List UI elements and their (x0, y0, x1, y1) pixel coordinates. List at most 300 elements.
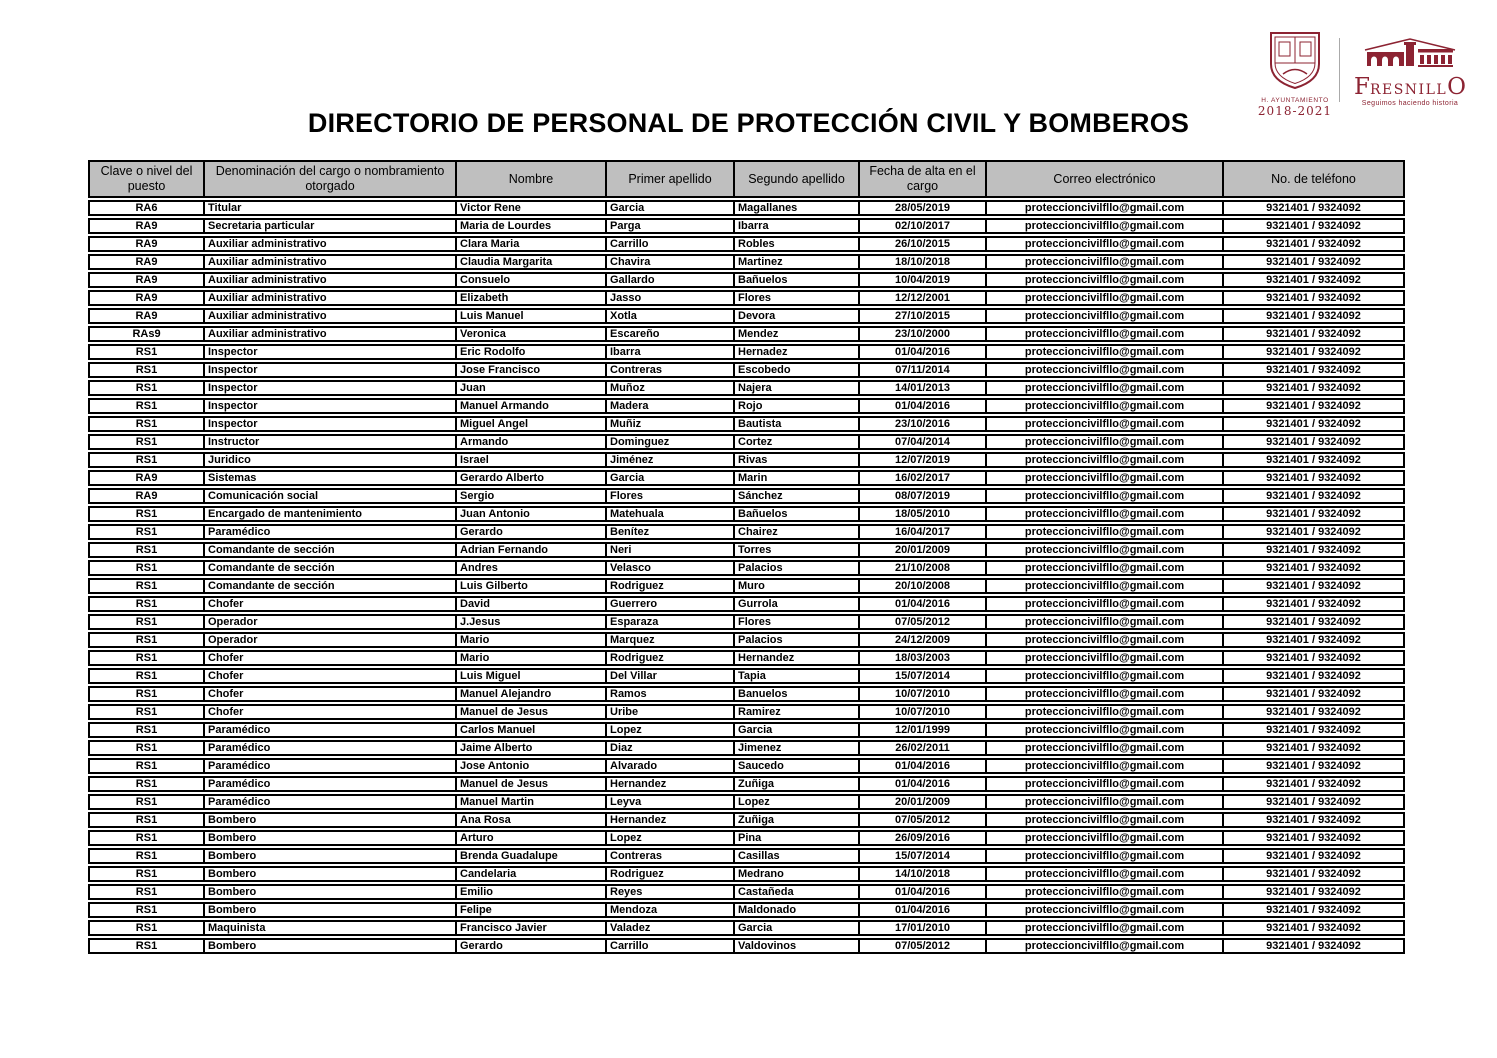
cell-nombre: Jose Francisco (455, 362, 605, 378)
cell-correo: proteccioncivilfllo@gmail.com (985, 380, 1222, 396)
cell-correo: proteccioncivilfllo@gmail.com (985, 884, 1222, 900)
cell-nombre: Jaime Alberto (455, 740, 605, 756)
cell-cargo: Auxiliar administrativo (203, 272, 455, 288)
cell-nombre: Israel (455, 452, 605, 468)
cell-nombre: Clara Maria (455, 236, 605, 252)
cell-correo: proteccioncivilfllo@gmail.com (985, 830, 1222, 846)
cell-clave: RAs9 (88, 326, 203, 342)
cell-segundo_apellido: Hernandez (733, 650, 858, 666)
table-row (88, 200, 1405, 216)
cell-correo: proteccioncivilfllo@gmail.com (985, 236, 1222, 252)
cell-primer_apellido: Alvarado (605, 758, 733, 774)
cell-cargo: Inspector (203, 416, 455, 432)
cell-correo: proteccioncivilfllo@gmail.com (985, 938, 1222, 954)
cell-correo: proteccioncivilfllo@gmail.com (985, 560, 1222, 576)
column-header-correo: Correo electrónico (985, 160, 1222, 198)
table-row (88, 398, 1405, 414)
cell-telefono: 9321401 / 9324092 (1222, 488, 1405, 504)
cell-segundo_apellido: Garcia (733, 722, 858, 738)
cell-primer_apellido: Garcia (605, 200, 733, 216)
cell-cargo: Bombero (203, 830, 455, 846)
cell-fecha_alta: 12/12/2001 (858, 290, 985, 306)
cell-cargo: Comandante de sección (203, 542, 455, 558)
cell-primer_apellido: Ibarra (605, 344, 733, 360)
table-row (88, 812, 1405, 828)
cell-clave: RS1 (88, 668, 203, 684)
table-row (88, 272, 1405, 288)
cell-segundo_apellido: Bañuelos (733, 272, 858, 288)
table-row (88, 830, 1405, 846)
table-row (88, 506, 1405, 522)
cell-segundo_apellido: Pina (733, 830, 858, 846)
cell-primer_apellido: Rodriguez (605, 650, 733, 666)
cell-clave: RS1 (88, 434, 203, 450)
cell-correo: proteccioncivilfllo@gmail.com (985, 200, 1222, 216)
table-row (88, 362, 1405, 378)
cell-cargo: Bombero (203, 902, 455, 918)
cell-clave: RS1 (88, 866, 203, 882)
table-row (88, 236, 1405, 252)
cell-clave: RA9 (88, 488, 203, 504)
table-row (88, 344, 1405, 360)
cell-primer_apellido: Uribe (605, 704, 733, 720)
cell-primer_apellido: Contreras (605, 848, 733, 864)
table-row (88, 416, 1405, 432)
cell-clave: RA6 (88, 200, 203, 216)
cell-primer_apellido: Jasso (605, 290, 733, 306)
column-header-fecha_alta: Fecha de alta en el cargo (858, 160, 985, 198)
fresnillo-tagline: Seguimos haciendo historia (1361, 100, 1459, 107)
cell-correo: proteccioncivilfllo@gmail.com (985, 290, 1222, 306)
cell-nombre: Gerardo (455, 524, 605, 540)
cell-correo: proteccioncivilfllo@gmail.com (985, 434, 1222, 450)
cell-cargo: Bombero (203, 884, 455, 900)
cell-primer_apellido: Diaz (605, 740, 733, 756)
cell-telefono: 9321401 / 9324092 (1222, 452, 1405, 468)
cell-segundo_apellido: Valdovinos (733, 938, 858, 954)
cell-clave: RS1 (88, 380, 203, 396)
cell-primer_apellido: Carrillo (605, 938, 733, 954)
column-header-segundo_apellido: Segundo apellido (733, 160, 858, 198)
cell-nombre: Elizabeth (455, 290, 605, 306)
cell-primer_apellido: Velasco (605, 560, 733, 576)
cell-clave: RS1 (88, 506, 203, 522)
cell-clave: RS1 (88, 722, 203, 738)
cell-telefono: 9321401 / 9324092 (1222, 758, 1405, 774)
cell-telefono: 9321401 / 9324092 (1222, 290, 1405, 306)
cell-cargo: Inspector (203, 380, 455, 396)
cell-fecha_alta: 07/04/2014 (858, 434, 985, 450)
cell-nombre: Ana Rosa (455, 812, 605, 828)
cell-primer_apellido: Guerrero (605, 596, 733, 612)
table-row (88, 542, 1405, 558)
column-header-clave: Clave o nivel del puesto (88, 160, 203, 198)
cell-segundo_apellido: Escobedo (733, 362, 858, 378)
cell-fecha_alta: 01/04/2016 (858, 596, 985, 612)
table-row (88, 902, 1405, 918)
cell-nombre: Arturo (455, 830, 605, 846)
table-row (88, 488, 1405, 504)
cell-clave: RS1 (88, 416, 203, 432)
cell-clave: RS1 (88, 920, 203, 936)
cell-fecha_alta: 15/07/2014 (858, 668, 985, 684)
cell-clave: RS1 (88, 398, 203, 414)
cell-nombre: Juan (455, 380, 605, 396)
table-row (88, 758, 1405, 774)
cell-clave: RS1 (88, 614, 203, 630)
cell-telefono: 9321401 / 9324092 (1222, 596, 1405, 612)
cell-nombre: Carlos Manuel (455, 722, 605, 738)
cell-segundo_apellido: Flores (733, 290, 858, 306)
cell-fecha_alta: 18/10/2018 (858, 254, 985, 270)
cell-primer_apellido: Escareño (605, 326, 733, 342)
cell-cargo: Paramédico (203, 794, 455, 810)
cell-nombre: Manuel Alejandro (455, 686, 605, 702)
cell-clave: RS1 (88, 758, 203, 774)
cell-correo: proteccioncivilfllo@gmail.com (985, 794, 1222, 810)
cell-cargo: Bombero (203, 812, 455, 828)
cell-correo: proteccioncivilfllo@gmail.com (985, 416, 1222, 432)
cell-segundo_apellido: Robles (733, 236, 858, 252)
table-header-row (88, 160, 1405, 198)
personnel-directory-table (88, 158, 1405, 956)
cell-fecha_alta: 18/03/2003 (858, 650, 985, 666)
cell-telefono: 9321401 / 9324092 (1222, 344, 1405, 360)
cell-nombre: David (455, 596, 605, 612)
cell-cargo: Chofer (203, 686, 455, 702)
cell-primer_apellido: Leyva (605, 794, 733, 810)
cell-cargo: Titular (203, 200, 455, 216)
cell-cargo: Comandante de sección (203, 578, 455, 594)
cell-correo: proteccioncivilfllo@gmail.com (985, 668, 1222, 684)
cell-segundo_apellido: Martinez (733, 254, 858, 270)
cell-correo: proteccioncivilfllo@gmail.com (985, 686, 1222, 702)
cell-nombre: Adrian Fernando (455, 542, 605, 558)
cell-nombre: Candelaria (455, 866, 605, 882)
cell-clave: RS1 (88, 560, 203, 576)
cell-nombre: Manuel de Jesus (455, 704, 605, 720)
cell-primer_apellido: Neri (605, 542, 733, 558)
cell-segundo_apellido: Bañuelos (733, 506, 858, 522)
page-title: DIRECTORIO DE PERSONAL DE PROTECCIÓN CIVIL Y BOMBEROS (307, 108, 1190, 138)
cell-telefono: 9321401 / 9324092 (1222, 560, 1405, 576)
cell-fecha_alta: 10/07/2010 (858, 686, 985, 702)
cell-primer_apellido: Carrillo (605, 236, 733, 252)
cell-segundo_apellido: Muro (733, 578, 858, 594)
cell-telefono: 9321401 / 9324092 (1222, 380, 1405, 396)
cell-correo: proteccioncivilfllo@gmail.com (985, 542, 1222, 558)
cell-fecha_alta: 12/07/2019 (858, 452, 985, 468)
cell-cargo: Chofer (203, 650, 455, 666)
fresnillo-wordmark-last: O (1447, 74, 1467, 100)
cell-primer_apellido: Madera (605, 398, 733, 414)
cell-segundo_apellido: Zuñiga (733, 812, 858, 828)
cell-segundo_apellido: Rojo (733, 398, 858, 414)
fresnillo-wordmark-mid: RESNILL (1369, 82, 1448, 98)
ayuntamiento-logo (1256, 31, 1334, 118)
cell-correo: proteccioncivilfllo@gmail.com (985, 920, 1222, 936)
cell-fecha_alta: 01/04/2016 (858, 398, 985, 414)
cell-segundo_apellido: Rivas (733, 452, 858, 468)
cell-clave: RS1 (88, 740, 203, 756)
cell-fecha_alta: 20/10/2008 (858, 578, 985, 594)
table-row (88, 434, 1405, 450)
table-row (88, 560, 1405, 576)
cell-nombre: Manuel de Jesus (455, 776, 605, 792)
cell-nombre: Jose Antonio (455, 758, 605, 774)
table-row (88, 218, 1405, 234)
cell-telefono: 9321401 / 9324092 (1222, 740, 1405, 756)
cell-nombre: Consuelo (455, 272, 605, 288)
cell-primer_apellido: Matehuala (605, 506, 733, 522)
cell-fecha_alta: 02/10/2017 (858, 218, 985, 234)
table-row (88, 704, 1405, 720)
cell-correo: proteccioncivilfllo@gmail.com (985, 614, 1222, 630)
cell-telefono: 9321401 / 9324092 (1222, 470, 1405, 486)
cell-fecha_alta: 16/02/2017 (858, 470, 985, 486)
cell-correo: proteccioncivilfllo@gmail.com (985, 812, 1222, 828)
cell-telefono: 9321401 / 9324092 (1222, 614, 1405, 630)
fresnillo-building-icon (1360, 36, 1460, 70)
cell-cargo: Secretaria particular (203, 218, 455, 234)
cell-telefono: 9321401 / 9324092 (1222, 722, 1405, 738)
cell-fecha_alta: 10/04/2019 (858, 272, 985, 288)
cell-clave: RS1 (88, 524, 203, 540)
cell-telefono: 9321401 / 9324092 (1222, 398, 1405, 414)
table-row (88, 920, 1405, 936)
cell-segundo_apellido: Lopez (733, 794, 858, 810)
cell-clave: RS1 (88, 542, 203, 558)
cell-fecha_alta: 12/01/1999 (858, 722, 985, 738)
cell-clave: RA9 (88, 272, 203, 288)
cell-cargo: Paramédico (203, 524, 455, 540)
logo-divider (1339, 38, 1340, 102)
cell-primer_apellido: Parga (605, 218, 733, 234)
cell-clave: RS1 (88, 938, 203, 954)
table-row (88, 866, 1405, 882)
cell-clave: RS1 (88, 362, 203, 378)
cell-telefono: 9321401 / 9324092 (1222, 704, 1405, 720)
cell-correo: proteccioncivilfllo@gmail.com (985, 740, 1222, 756)
cell-primer_apellido: Muñoz (605, 380, 733, 396)
cell-segundo_apellido: Tapia (733, 668, 858, 684)
cell-cargo: Comunicación social (203, 488, 455, 504)
cell-clave: RS1 (88, 578, 203, 594)
cell-fecha_alta: 07/05/2012 (858, 812, 985, 828)
cell-segundo_apellido: Maldonado (733, 902, 858, 918)
cell-clave: RS1 (88, 650, 203, 666)
table-row (88, 308, 1405, 324)
cell-fecha_alta: 01/04/2016 (858, 758, 985, 774)
cell-cargo: Bombero (203, 848, 455, 864)
ayuntamiento-name: H. AYUNTAMIENTO (1261, 97, 1329, 104)
cell-telefono: 9321401 / 9324092 (1222, 416, 1405, 432)
cell-primer_apellido: Mendoza (605, 902, 733, 918)
cell-segundo_apellido: Torres (733, 542, 858, 558)
cell-correo: proteccioncivilfllo@gmail.com (985, 722, 1222, 738)
cell-clave: RS1 (88, 632, 203, 648)
cell-correo: proteccioncivilfllo@gmail.com (985, 866, 1222, 882)
cell-telefono: 9321401 / 9324092 (1222, 524, 1405, 540)
table-row (88, 254, 1405, 270)
cell-segundo_apellido: Hernadez (733, 344, 858, 360)
cell-clave: RS1 (88, 848, 203, 864)
table-row (88, 290, 1405, 306)
cell-primer_apellido: Valadez (605, 920, 733, 936)
cell-correo: proteccioncivilfllo@gmail.com (985, 470, 1222, 486)
cell-segundo_apellido: Marin (733, 470, 858, 486)
cell-segundo_apellido: Magallanes (733, 200, 858, 216)
cell-segundo_apellido: Sánchez (733, 488, 858, 504)
cell-primer_apellido: Chavira (605, 254, 733, 270)
cell-cargo: Instructor (203, 434, 455, 450)
cell-fecha_alta: 17/01/2010 (858, 920, 985, 936)
cell-segundo_apellido: Bautista (733, 416, 858, 432)
cell-telefono: 9321401 / 9324092 (1222, 920, 1405, 936)
cell-telefono: 9321401 / 9324092 (1222, 866, 1405, 882)
cell-clave: RA9 (88, 308, 203, 324)
cell-nombre: Maria de Lourdes (455, 218, 605, 234)
cell-fecha_alta: 01/04/2016 (858, 902, 985, 918)
cell-segundo_apellido: Gurrola (733, 596, 858, 612)
cell-primer_apellido: Reyes (605, 884, 733, 900)
column-header-cargo: Denominación del cargo o nombramiento otorgado (203, 160, 455, 198)
cell-telefono: 9321401 / 9324092 (1222, 686, 1405, 702)
cell-cargo: Auxiliar administrativo (203, 326, 455, 342)
cell-telefono: 9321401 / 9324092 (1222, 650, 1405, 666)
fresnillo-wordmark-first: F (1353, 74, 1370, 100)
cell-segundo_apellido: Banuelos (733, 686, 858, 702)
table-row (88, 938, 1405, 954)
cell-correo: proteccioncivilfllo@gmail.com (985, 326, 1222, 342)
table-row (88, 524, 1405, 540)
cell-clave: RS1 (88, 776, 203, 792)
cell-correo: proteccioncivilfllo@gmail.com (985, 488, 1222, 504)
cell-telefono: 9321401 / 9324092 (1222, 542, 1405, 558)
cell-telefono: 9321401 / 9324092 (1222, 848, 1405, 864)
cell-fecha_alta: 15/07/2014 (858, 848, 985, 864)
cell-nombre: Eric Rodolfo (455, 344, 605, 360)
cell-primer_apellido: Xotla (605, 308, 733, 324)
cell-primer_apellido: Benítez (605, 524, 733, 540)
cell-fecha_alta: 07/05/2012 (858, 938, 985, 954)
table-row (88, 686, 1405, 702)
column-header-primer_apellido: Primer apellido (605, 160, 733, 198)
cell-correo: proteccioncivilfllo@gmail.com (985, 650, 1222, 666)
fresnillo-wordmark (1347, 76, 1473, 99)
cell-cargo: Inspector (203, 344, 455, 360)
cell-fecha_alta: 14/01/2013 (858, 380, 985, 396)
cell-correo: proteccioncivilfllo@gmail.com (985, 776, 1222, 792)
cell-clave: RS1 (88, 830, 203, 846)
cell-fecha_alta: 26/10/2015 (858, 236, 985, 252)
cell-fecha_alta: 20/01/2009 (858, 542, 985, 558)
cell-correo: proteccioncivilfllo@gmail.com (985, 848, 1222, 864)
cell-cargo: Auxiliar administrativo (203, 236, 455, 252)
cell-nombre: Claudia Margarita (455, 254, 605, 270)
cell-fecha_alta: 01/04/2016 (858, 776, 985, 792)
cell-nombre: Armando (455, 434, 605, 450)
cell-cargo: Auxiliar administrativo (203, 254, 455, 270)
cell-cargo: Auxiliar administrativo (203, 290, 455, 306)
cell-nombre: Brenda Guadalupe (455, 848, 605, 864)
cell-correo: proteccioncivilfllo@gmail.com (985, 506, 1222, 522)
cell-cargo: Auxiliar administrativo (203, 308, 455, 324)
cell-nombre: Victor Rene (455, 200, 605, 216)
cell-nombre: Gerardo (455, 938, 605, 954)
cell-nombre: J.Jesus (455, 614, 605, 630)
cell-fecha_alta: 26/09/2016 (858, 830, 985, 846)
cell-segundo_apellido: Najera (733, 380, 858, 396)
cell-telefono: 9321401 / 9324092 (1222, 434, 1405, 450)
cell-segundo_apellido: Ibarra (733, 218, 858, 234)
cell-cargo: Operador (203, 614, 455, 630)
cell-segundo_apellido: Jimenez (733, 740, 858, 756)
cell-correo: proteccioncivilfllo@gmail.com (985, 524, 1222, 540)
cell-primer_apellido: Garcia (605, 470, 733, 486)
cell-fecha_alta: 01/04/2016 (858, 884, 985, 900)
cell-correo: proteccioncivilfllo@gmail.com (985, 308, 1222, 324)
cell-primer_apellido: Dominguez (605, 434, 733, 450)
cell-primer_apellido: Muñiz (605, 416, 733, 432)
cell-correo: proteccioncivilfllo@gmail.com (985, 398, 1222, 414)
cell-fecha_alta: 10/07/2010 (858, 704, 985, 720)
cell-correo: proteccioncivilfllo@gmail.com (985, 578, 1222, 594)
cell-clave: RA9 (88, 254, 203, 270)
cell-segundo_apellido: Palacios (733, 632, 858, 648)
cell-cargo: Inspector (203, 362, 455, 378)
cell-clave: RS1 (88, 686, 203, 702)
cell-nombre: Luis Manuel (455, 308, 605, 324)
cell-correo: proteccioncivilfllo@gmail.com (985, 254, 1222, 270)
cell-primer_apellido: Lopez (605, 722, 733, 738)
cell-primer_apellido: Rodriguez (605, 578, 733, 594)
table-row (88, 380, 1405, 396)
cell-cargo: Comandante de sección (203, 560, 455, 576)
cell-segundo_apellido: Flores (733, 614, 858, 630)
cell-cargo: Operador (203, 632, 455, 648)
cell-fecha_alta: 26/02/2011 (858, 740, 985, 756)
cell-correo: proteccioncivilfllo@gmail.com (985, 704, 1222, 720)
cell-clave: RS1 (88, 884, 203, 900)
cell-cargo: Paramédico (203, 722, 455, 738)
table-row (88, 848, 1405, 864)
cell-nombre: Sergio (455, 488, 605, 504)
cell-clave: RS1 (88, 812, 203, 828)
table-row (88, 794, 1405, 810)
cell-fecha_alta: 07/11/2014 (858, 362, 985, 378)
cell-telefono: 9321401 / 9324092 (1222, 218, 1405, 234)
cell-telefono: 9321401 / 9324092 (1222, 200, 1405, 216)
table-row (88, 326, 1405, 342)
cell-clave: RA9 (88, 236, 203, 252)
table-row (88, 578, 1405, 594)
cell-primer_apellido: Marquez (605, 632, 733, 648)
cell-telefono: 9321401 / 9324092 (1222, 776, 1405, 792)
cell-correo: proteccioncivilfllo@gmail.com (985, 758, 1222, 774)
cell-clave: RS1 (88, 344, 203, 360)
cell-segundo_apellido: Mendez (733, 326, 858, 342)
cell-correo: proteccioncivilfllo@gmail.com (985, 344, 1222, 360)
cell-correo: proteccioncivilfllo@gmail.com (985, 452, 1222, 468)
cell-nombre: Mario (455, 632, 605, 648)
cell-correo: proteccioncivilfllo@gmail.com (985, 218, 1222, 234)
table-row (88, 470, 1405, 486)
cell-fecha_alta: 24/12/2009 (858, 632, 985, 648)
cell-cargo: Maquinista (203, 920, 455, 936)
cell-telefono: 9321401 / 9324092 (1222, 794, 1405, 810)
cell-primer_apellido: Del Villar (605, 668, 733, 684)
